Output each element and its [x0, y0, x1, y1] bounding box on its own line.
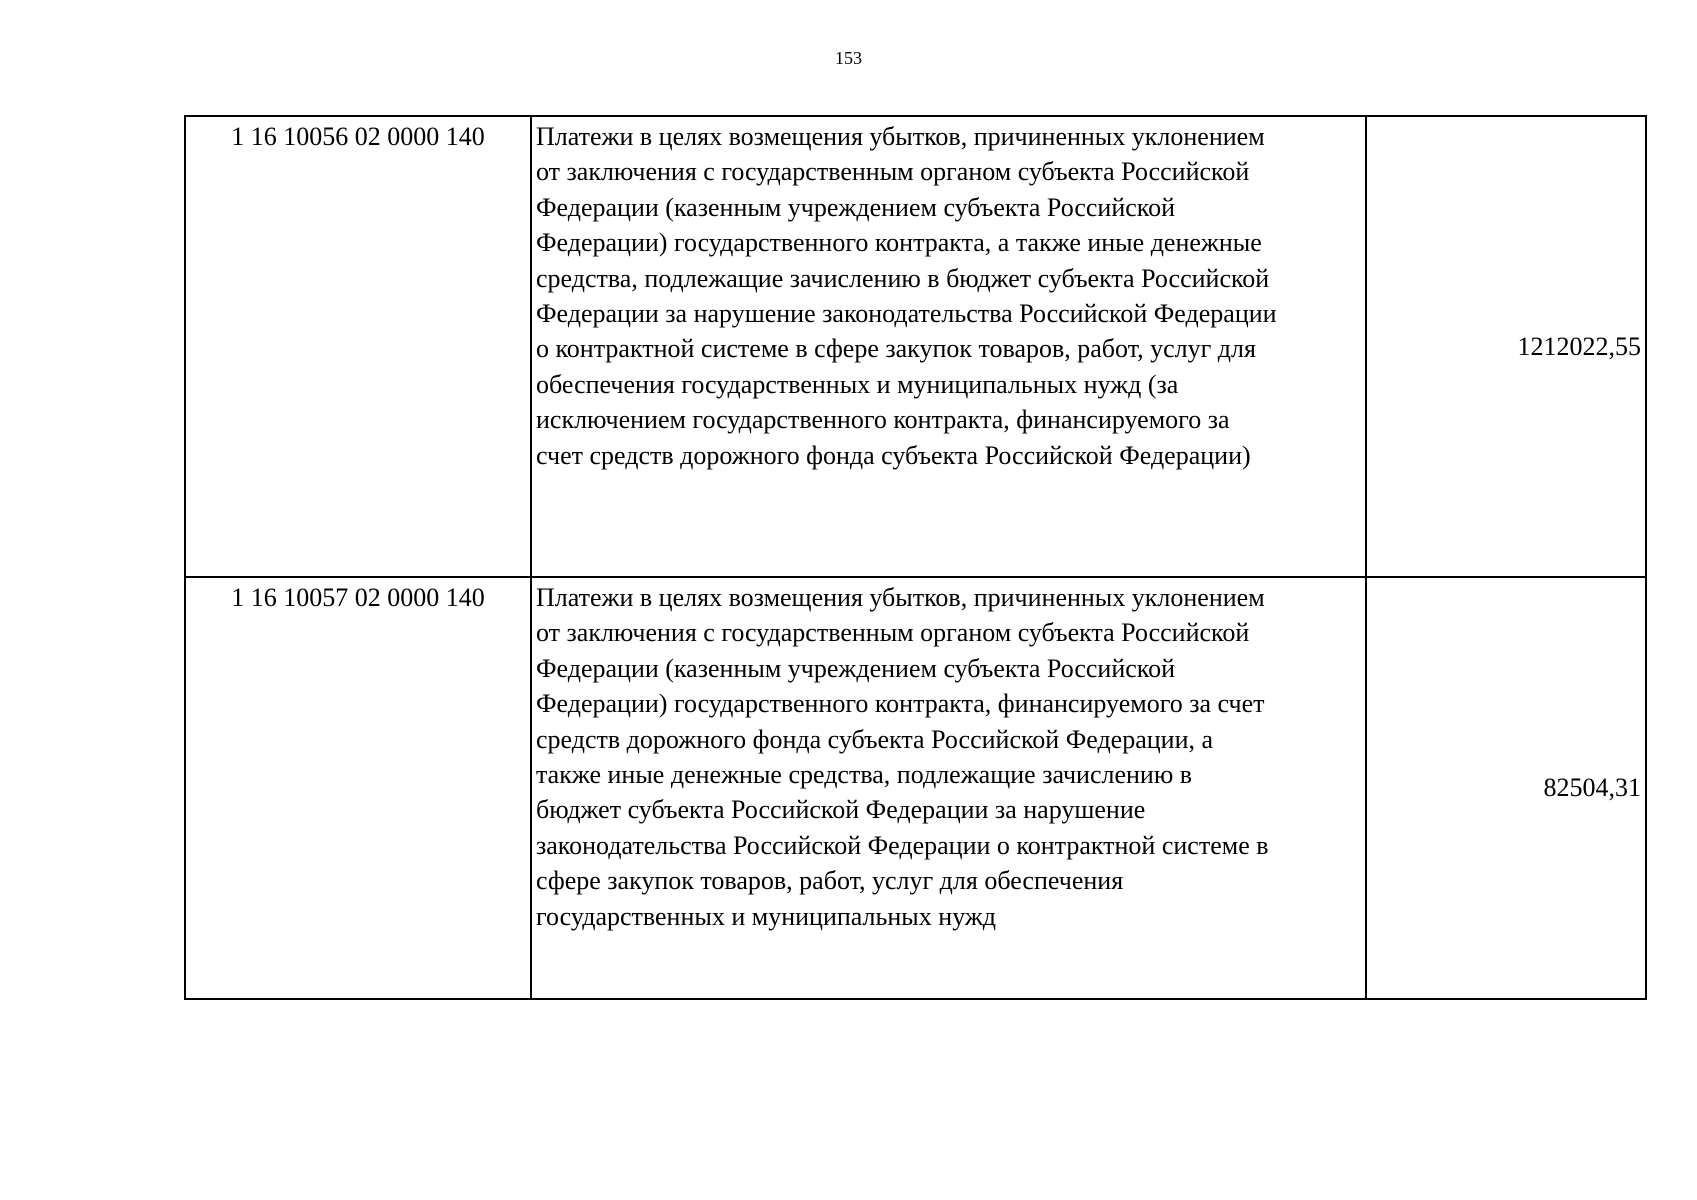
amount-cell: 1212022,55 [1366, 116, 1646, 577]
description-line: также иные денежные средства, подлежащие зачислению в [536, 760, 1193, 790]
budget-table [184, 115, 1647, 1000]
description-line: бюджет субъекта Российской Федерации за нарушение [536, 795, 1146, 825]
description-line: сфере закупок товаров, работ, услуг для обеспечения [536, 866, 1124, 896]
code-cell: 1 16 10057 02 0000 140 [185, 577, 531, 999]
table-row [185, 116, 1646, 577]
table-row [185, 577, 1646, 999]
description-line: счет средств дорожного фонда субъекта Российской Федерации) [536, 440, 1251, 470]
description-line: о контрактной системе в сфере закупок товаров, работ, услуг для [536, 334, 1256, 364]
description-line: законодательства Российской Федерации о контрактной системе в [536, 830, 1269, 860]
description-line: Платежи в целях возмещения убытков, причиненных уклонением [536, 583, 1265, 612]
description-line: обеспечения государственных и муниципальных нужд (за [536, 369, 1179, 399]
description-cell [531, 577, 1366, 999]
description-cell [531, 116, 1366, 577]
page-number: 153 [835, 48, 862, 68]
description-line: Федерации (казенным учреждением субъекта Российской [536, 192, 1176, 222]
description-line: Федерации) государственного контракта, а также иные денежные [536, 228, 1262, 258]
description-line: от заключения с государственным органом субъекта Российской [536, 618, 1250, 648]
description-line: Федерации за нарушение законодательства Российской Федерации [536, 299, 1277, 329]
description-line: средства, подлежащие зачислению в бюджет субъекта Российской [536, 263, 1270, 293]
description-line: исключением государственного контракта, финансируемого за [536, 405, 1230, 435]
description-line: Федерации (казенным учреждением субъекта Российской [536, 653, 1176, 683]
description-line: от заключения с государственным органом субъекта Российской [536, 157, 1250, 187]
amount-cell: 82504,31 [1366, 577, 1646, 999]
description-line: Федерации) государственного контракта, финансируемого за счет [536, 689, 1265, 719]
code-cell: 1 16 10056 02 0000 140 [185, 116, 531, 577]
description-line: государственных и муниципальных нужд [536, 901, 997, 931]
description-line: средств дорожного фонда субъекта Российской Федерации, а [536, 724, 1214, 754]
description-line: Платежи в целях возмещения убытков, причиненных уклонением [536, 122, 1265, 151]
